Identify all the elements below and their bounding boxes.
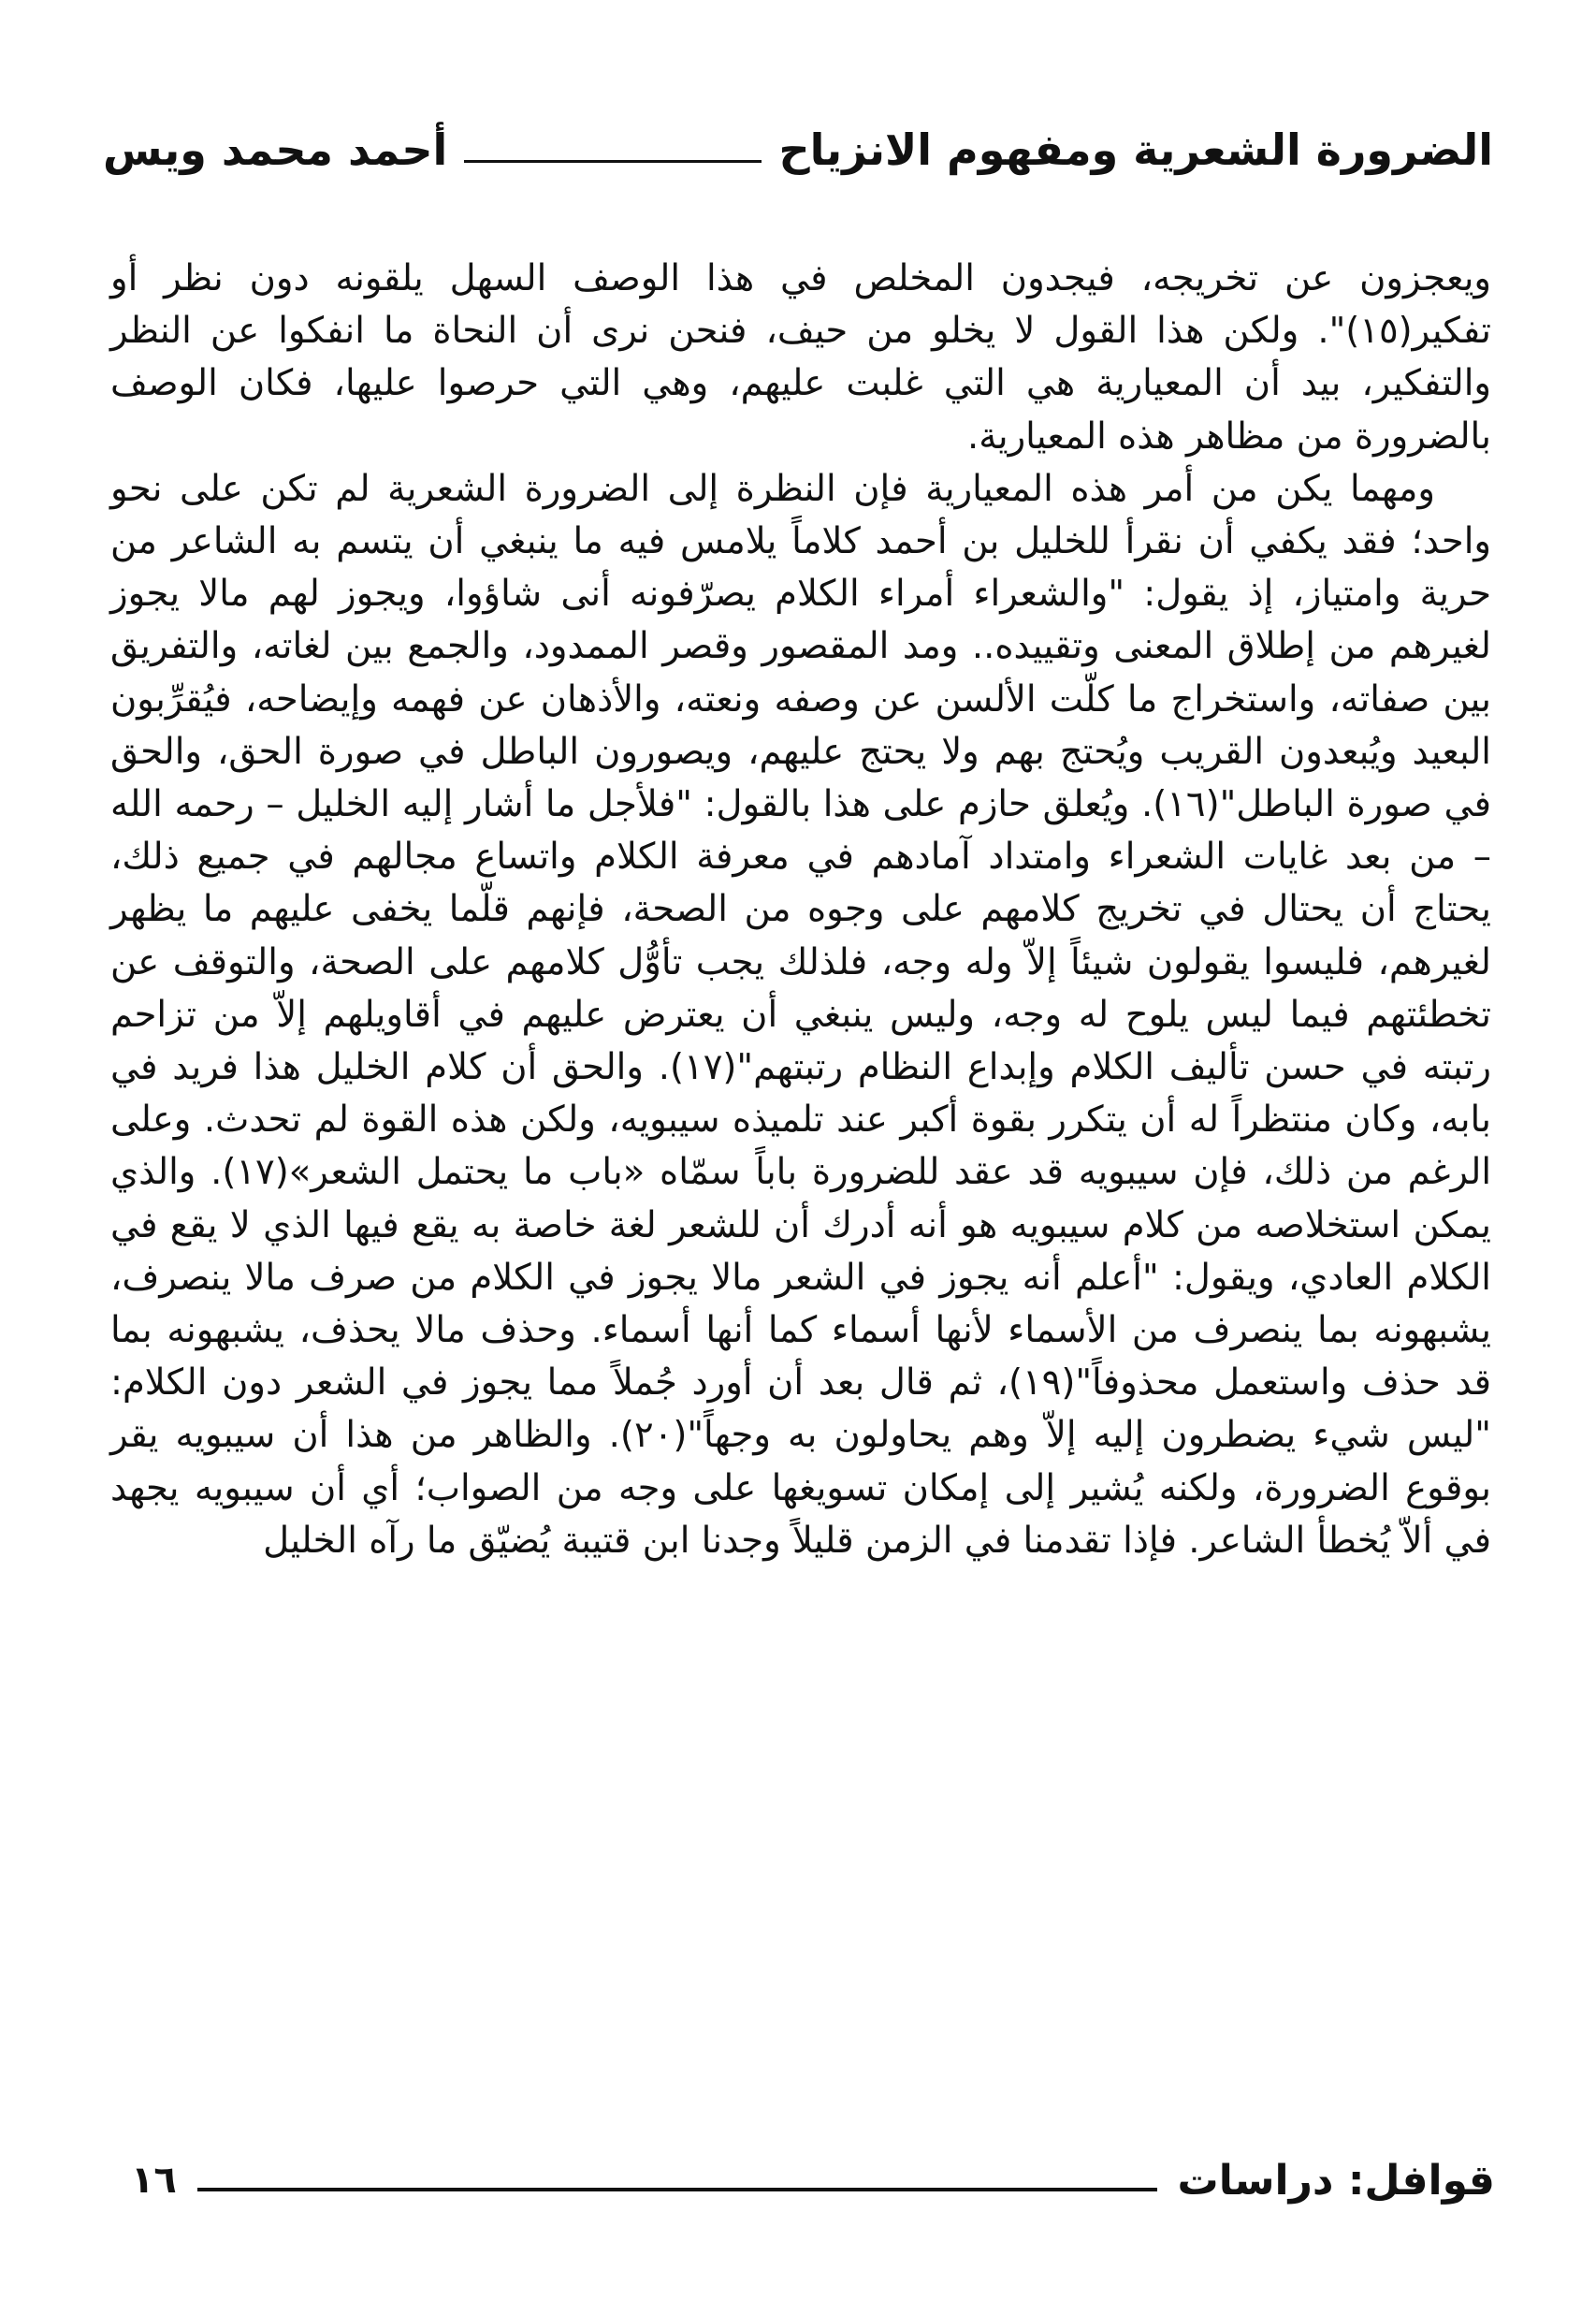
paragraph: ومهما يكن من أمر هذه المعيارية فإن النظرة إلى الضرورة الشعرية لم تكن على نحو واحد؛ فقد يكفي أن نقرأ للخليل بن أحمد كلاماً يلامس فيه ما ينبغي أن يتسم به الشاعر من حرية وامتياز، إذ يقول: "والشعراء أمراء الكلام يصرّفونه أنى شاؤوا، ويجوز لهم مالا يجوز لغيرهم من إطلاق المعنى وتقييده.. ومد المقصور وقصر الممدود، والجمع بين لغاته، والتفريق بين صفاته، واستخراج ما كلّت الألسن عن وصفه ونعته، والأذهان عن فهمه وإيضاحه، فيُقرِّبون البعيد ويُبعدون القريب ويُحتج بهم ولا يحتج عليهم، ويصورون الباطل في صورة الحق، والحق في صورة الباطل"(١٦). ويُعلق حازم على هذا بالقول: "فلأجل ما أشار إليه الخليل – رحمه الله – من بعد غايات الشعراء وامتداد آمادهم في معرفة الكلام واتساع مجالهم في جميع ذلك، يحتاج أن يحتال في تخريج كلامهم على وجوه من الصحة، فإنهم قلّما يخفى عليهم ما يظهر لغيرهم، فليسوا يقولون شيئاً إلاّ وله وجه، فلذلك يجب تأوُّل كلامهم على الصحة، والتوقف عن تخطئتهم فيما ليس يلوح له وجه، وليس ينبغي أن يعترض عليهم في أقاويلهم إلاّ من تزاحم رتبته في حسن تأليف الكلام وإبداع النظام رتبتهم"(١٧). والحق أن كلام الخليل هذا فريد في بابه، وكان منتظراً له أن يتكرر بقوة أكبر عند تلميذه سيبويه، ولكن هذه القوة لم تحدث. وعلى الرغم من ذلك، فإن سيبويه قد عقد للضرورة باباً سمّاه «باب ما يحتمل الشعر»(١٧). والذي يمكن استخلاصه من كلام سيبويه هو أنه أدرك أن للشعر لغة خاصة به يقع فيها الذي لا يقع في الكلام العادي، ويقول: "أعلم أنه يجوز في الشعر مالا يجوز في الكلام من صرف مالا ينصرف، يشبهونه بما ينصرف من الأسماء لأنها أسماء كما أنها أسماء. وحذف مالا يحذف، يشبهونه بما قد حذف واستعمل محذوفاً"(١٩)، ثم قال بعد أن أورد جُملاً مما يجوز في الشعر دون الكلام: "ليس شيء يضطرون إليه إلاّ وهم يحاولون به وجهاً"(٢٠). والظاهر من هذا أن سيبويه يقر بوقوع الضرورة، ولكنه يُشير إلى إمكان تسويغها على وجه من الصواب؛ أي أن سيبويه يجهد في ألاّ يُخطأ الشاعر. فإذا تقدمنا في الزمن قليلاً وجدنا ابن قتيبة يُضيّق ما رآه الخليل	[110, 467, 1492, 1562]
header-divider	[464, 160, 762, 163]
running-footer	[131, 2152, 1495, 2208]
article-title: الضرورة الشعرية ومفهوم الانزياح	[778, 124, 1493, 175]
paragraph: ويعجزون عن تخريجه، فيجدون المخلص في هذا الوصف السهل يلقونه دون نظر أو تفكير(١٥)". ولكن هذا القول لا يخلو من حيف، فنحن نرى أن النحاة ما انفكوا عن النظر والتفكير، بيد أن المعيارية هي التي غلبت عليهم، وهي التي حرصوا عليها، فكان الوصف بالضرورة من مظاهر هذه المعيارية.	[110, 257, 1491, 458]
page-number: ١٦	[131, 2159, 177, 2202]
journal-name: قوافل: دراسات	[1177, 2156, 1495, 2205]
running-header	[103, 117, 1493, 182]
article-author: أحمد محمد ويس	[103, 124, 448, 175]
footer-divider	[197, 2188, 1157, 2191]
article-body	[110, 253, 1491, 1567]
